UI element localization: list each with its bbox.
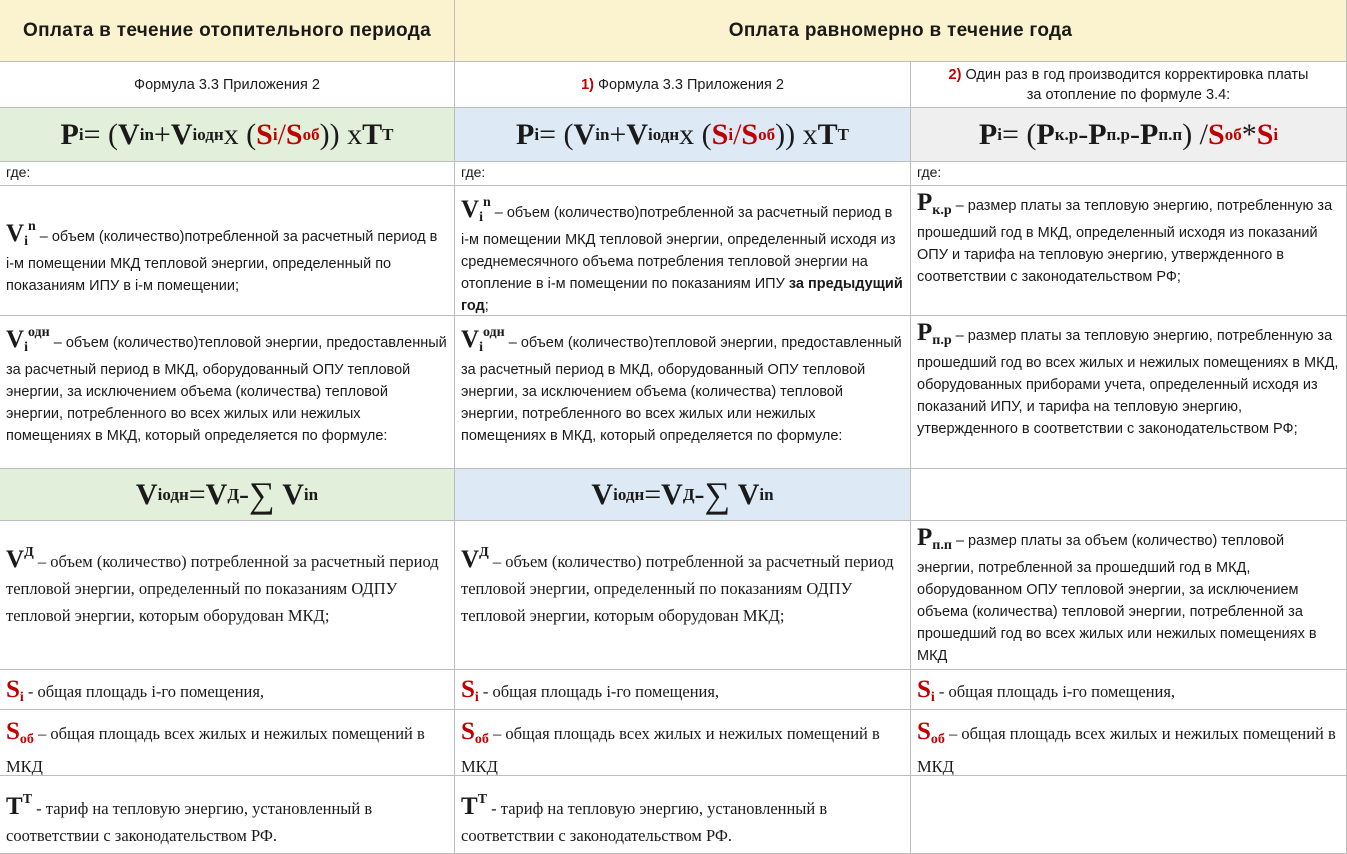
subheader-col1-text: Формула 3.3 Приложения 2 xyxy=(134,76,320,93)
formula-main-col1: P i = ( V i n + V i одн x ( S i / S об )) x T T xyxy=(0,108,455,162)
definition-si-col1: $S_i$ - общая площадь i-го помещения, xyxy=(0,670,455,710)
where-label-col1: где: xyxy=(0,162,455,186)
header-uniform-year xyxy=(455,0,1347,62)
where-label-col3: где: xyxy=(911,162,1347,186)
subheader-col3-number: 2) xyxy=(948,66,962,83)
definition-pkr: $P_{к.р}$ – размер платы за тепловую энергию, потребленную за прошедший год в МКД, определенный исходя из показаний ОПУ и тарифа на тепловую энергию, утвержденного в соответствии с законодательством РФ; xyxy=(911,186,1347,316)
definition-tt-col2: $T^T$ - тариф на тепловую энергию, установленный в соответствии с законодательством РФ. xyxy=(455,776,911,854)
definition-ppn: $P_{п.п}$ – размер платы за объем (количество) тепловой энергии, потребленной за прошедший год в МКД, оборудованном ОПУ тепловой энергии, за исключением объема (количества) тепловой энергии, потребленной за прошедший год во всех жилых или нежилых помещениях в МКД xyxy=(911,521,1347,670)
subheader-col1 xyxy=(0,62,455,108)
definition-si-col2: $S_i$ - общая площадь i-го помещения, xyxy=(455,670,911,710)
definition-vi-n-col2: $V_i^n$ – объем (количество)потребленной за расчетный период в i-м помещении МКД тепловой энергии, определенный исходя из среднемесячного объема потребления тепловой энергии на отопление в i-м помещении по показаниям ИПУ за предыдущий год; xyxy=(455,186,911,316)
header-heating-period xyxy=(0,0,455,62)
subheader-col3-line2: за отопление по формуле 3.4: xyxy=(1026,86,1231,103)
definition-vi-odn-col1: $V_i^{одн}$ – объем (количество)тепловой энергии, предоставленный за расчетный период в МКД, оборудованный ОПУ тепловой энергии, за исключением объема (количества) тепловой энергии, потребленного во всех жилых или нежилых помещениях в МКД, который определяется по формуле: xyxy=(0,316,455,469)
subheader-col3-line1: Один раз в год производится корректировка платы xyxy=(965,66,1309,83)
formula-main-col2: P i = ( V i n + V i одн x ( S i / S об )) x T T xyxy=(455,108,911,162)
definition-vi-n-col1: $V_i^n$ – объем (количество)потребленной за расчетный период в i-м помещении МКД тепловой энергии, определенный по показаниям ИПУ в i-м помещении; xyxy=(0,186,455,316)
definition-sob-col3: $S_{об}$ – общая площадь всех жилых и нежилых помещений в МКД xyxy=(911,710,1347,776)
definition-tt-col1: $T^T$ - тариф на тепловую энергию, установленный в соответствии с законодательством РФ. xyxy=(0,776,455,854)
definition-vi-odn-col2: $V_i^{одн}$ – объем (количество)тепловой энергии, предоставленный за расчетный период в МКД, оборудованный ОПУ тепловой энергии, за исключением объема (количества) тепловой энергии, потребленного во всех жилых или нежилых помещениях в МКД, который определяется по формуле: xyxy=(455,316,911,469)
definition-si-col3: $S_i$ - общая площадь i-го помещения, xyxy=(911,670,1347,710)
definition-vd-col2: $V^Д$ – объем (количество) потребленной за расчетный период тепловой энергии, определенный по показаниям ОДПУ тепловой энергии, которым оборудован МКД; xyxy=(455,521,911,670)
empty-cell-col3 xyxy=(911,469,1347,521)
definition-sob-col1: $S_{об}$ – общая площадь всех жилых и нежилых помещений в МКД xyxy=(0,710,455,776)
where-label-col2: где: xyxy=(455,162,911,186)
definition-sob-col2: $S_{об}$ – общая площадь всех жилых и нежилых помещений в МКД xyxy=(455,710,911,776)
subheader-col2-number: 1) xyxy=(581,76,594,93)
formula-odn-col1: V i одн = V Д - ∑ V i n xyxy=(0,469,455,521)
formula-odn-col2: V i одн = V Д - ∑ V i n xyxy=(455,469,911,521)
definition-vd-col1: $V^Д$ – объем (количество) потребленной за расчетный период тепловой энергии, определенный по показаниям ОДПУ тепловой энергии, которым оборудован МКД; xyxy=(0,521,455,670)
subheader-col2 xyxy=(455,62,911,108)
header-uniform-year-title: Оплата равномерно в течение года xyxy=(728,19,1073,41)
formula-3-4: P i = ( P к.р - P п.р - P п.п ) / S об * S i xyxy=(911,108,1347,162)
subheader-col3 xyxy=(911,62,1347,108)
empty-cell-col3-bottom xyxy=(911,776,1347,854)
subheader-col2-text: Формула 3.3 Приложения 2 xyxy=(598,76,784,93)
definition-ppr: $P_{п.р}$ – размер платы за тепловую энергию, потребленную за прошедший год во всех жилых и нежилых помещениях в МКД, оборудованных приборами учета, определенный исходя из показаний ИПУ, и тарифа на тепловую энергию, утвержденного в соответствии с законодательством РФ; xyxy=(911,316,1347,469)
header-heating-period-title: Оплата в течение отопительного периода xyxy=(23,19,431,41)
